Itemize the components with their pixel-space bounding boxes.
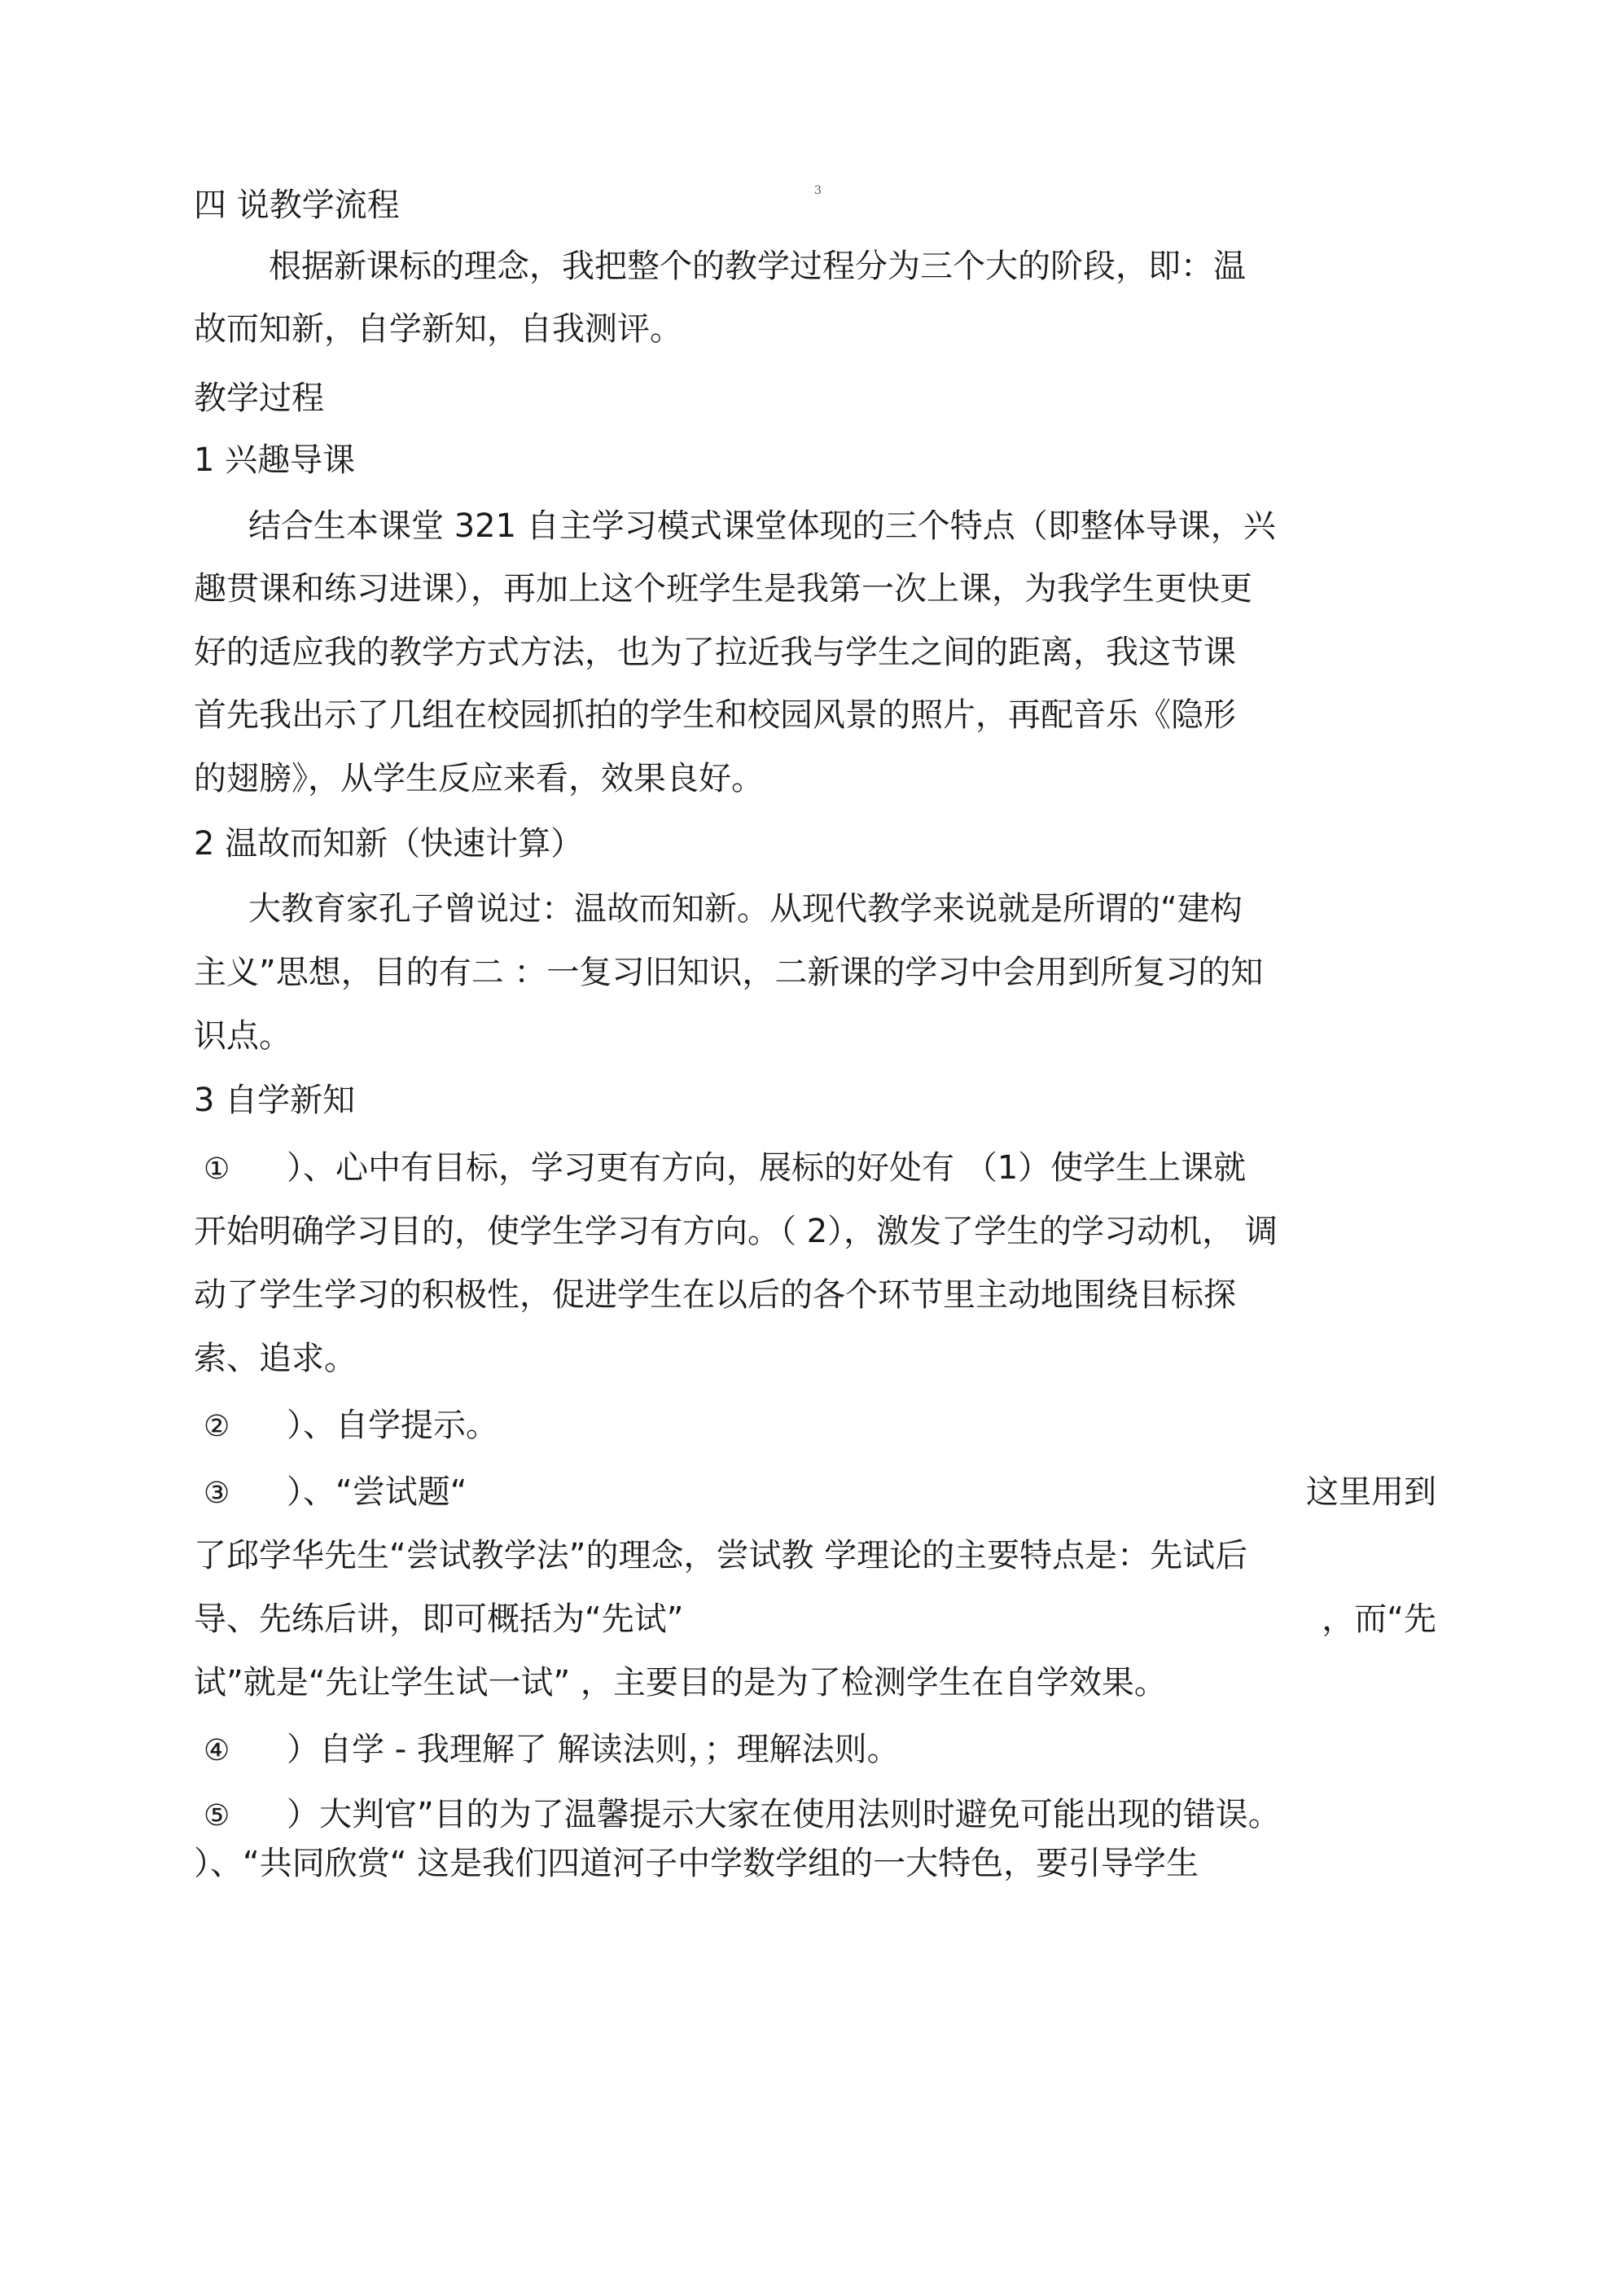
s1-line-4: 首先我出示了几组在校园抓拍的学生和校园风景的照片，再配音乐《隐形: [194, 696, 1236, 734]
item-1-text: ）、心中有目标，学习更有方向，展标的好处有 （1）使学生上课就: [287, 1149, 1247, 1187]
s3-title: 3 自学新知: [194, 1082, 356, 1119]
item-5-line: [204, 1792, 1281, 1839]
s1-line-3: 好的适应我的教学方式方法，也为了拉近我与学生之间的距离，我这节课: [194, 634, 1236, 671]
intro-line-2: 故而知新，自学新知，自我测评。: [194, 310, 682, 348]
item-3-text-left: ）、“尝试题“: [287, 1473, 467, 1511]
item-4-line: [204, 1727, 900, 1774]
item-3-line-3-right: ，而“先: [1322, 1600, 1436, 1638]
s2-title: 2 温故而知新（快速计算）: [194, 825, 584, 863]
s1-line-2: 趣贯课和练习进课），再加上这个班学生是我第一次上课，为我学生更快更: [194, 570, 1252, 608]
item-1-line-4: 索、追求。: [194, 1340, 357, 1377]
s2-line-2: 主义”思想，目的有二 ：一复习旧知识，二新课的学习中会用到所复习的知: [194, 954, 1264, 991]
item-3-line-4: 试”就是“先让学生试一试” ，主要目的是为了检测学生在自学效果。: [194, 1664, 1167, 1701]
item-1-mark: ①: [204, 1152, 230, 1186]
item-3-text-right: 这里用到: [1306, 1473, 1436, 1511]
item-1-line-1: [204, 1145, 1246, 1192]
item-2-text: ）、自学提示。: [287, 1407, 498, 1444]
item-2-mark: ②: [204, 1410, 230, 1443]
item-4-mark: ④: [204, 1734, 230, 1767]
item-1-line-3: 动了学生学习的积极性，促进学生在以后的各个环节里主动地围绕目标探: [194, 1276, 1236, 1314]
s1-line-1: 结合生本课堂 321 自主学习模式课堂体现的三个特点（即整体导课，兴: [248, 507, 1276, 545]
s1-title: 1 兴趣导课: [194, 441, 356, 479]
s2-line-3: 识点。: [194, 1017, 292, 1055]
item-5-text: ）大判官”目的为了温馨提示大家在使用法则时避免可能出现的错误。: [287, 1796, 1281, 1833]
item-5-mark: ⑤: [204, 1799, 230, 1833]
process-title: 教学过程: [194, 380, 324, 417]
item-1-line-2: 开始明确学习目的，使学生学习有方向。（ 2），激发了学生的学习动机， 调: [194, 1213, 1278, 1250]
item-3-line-2: 了邱学华先生“尝试教学法”的理念，尝试教 学理论的主要特点是：先试后: [194, 1537, 1248, 1574]
page-number: 3: [814, 184, 822, 197]
s2-line-1: 大教育家孔子曾说过：温故而知新。从现代教学来说就是所谓的“建构: [248, 890, 1243, 928]
item-3-line-1: [204, 1469, 467, 1517]
item-4-text: ）自学 - 我理解了 解读法则，；理解法则。: [287, 1731, 900, 1768]
item-2-line: [204, 1403, 498, 1450]
section-heading: 四 说教学流程: [194, 187, 400, 224]
item-3-mark: ③: [204, 1477, 230, 1510]
item-3-line-3-left: 导、先练后讲，即可概括为“先试”: [194, 1600, 684, 1638]
s1-line-5: 的翅膀》，从学生反应来看，效果良好。: [194, 760, 764, 797]
intro-line-1: 根据新课标的理念，我把整个的教学过程分为三个大的阶段，即：温: [269, 248, 1246, 285]
item-6-line: ）、“共同欣赏“ 这是我们四道河子中学数学组的一大特色，要引导学生: [194, 1845, 1199, 1882]
